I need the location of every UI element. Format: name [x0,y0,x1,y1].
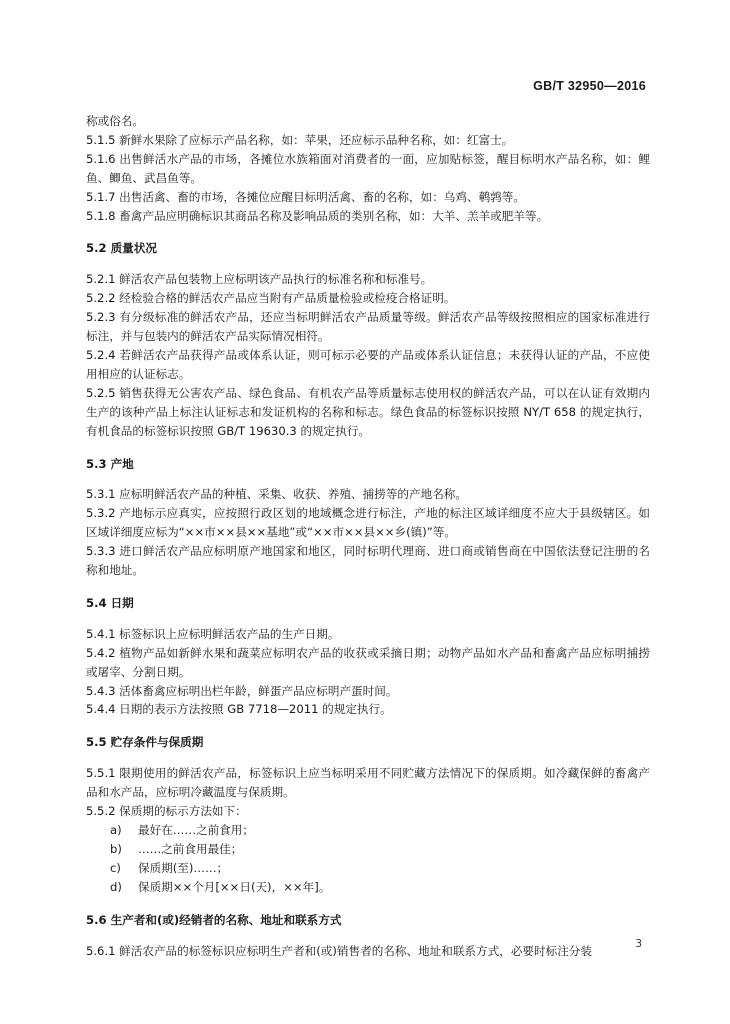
clause-5-1-8: 5.1.8 畜禽产品应明确标识其商品名称及影响品质的类别名称，如：大羊、羔羊或肥羊等。 [86,208,549,223]
list-item [86,878,650,897]
list-text: 保质期(至)……； [138,860,229,875]
list-marker: d) [110,879,122,894]
clause-5-3-1: 5.3.1 应标明鲜活农产品的种植、采集、收获、养殖、捕捞等的产地名称。 [86,487,467,502]
list-text: ……之前食用最佳； [138,841,243,856]
clause-5-2-5: 5.2.5 销售获得无公害农产品、绿色食品、有机农产品等质量标志使用权的鲜活农产品，可以在认证有效期内生产的该种产品上标注认证标志和发证机构的名称和标志。绿色食品的标签标识按照 NY/T 658 的规定执行，有机食品的标签标识按照 GB/T 19630.3 的规定执行。 [86,385,650,438]
section-heading-5-4: 5.4 日期 [86,595,134,610]
clause-5-2-2: 5.2.2 经检验合格的鲜活农产品应当附有产品质量检验或检疫合格证明。 [86,291,456,306]
list-item [86,821,650,840]
clause-5-4-1: 5.4.1 标签标识上应标明鲜活农产品的生产日期。 [86,626,340,641]
clause-5-2-1: 5.2.1 鲜活农产品包装物上应标明该产品执行的标准名称和标准号。 [86,272,433,287]
clause-5-1-7: 5.1.7 出售活禽、畜的市场，各摊位应醒目标明活禽、畜的名称，如：乌鸡、鹌鹑等。 [86,189,525,204]
clause-5-6-1: 5.6.1 鲜活农产品的标签标识应标明生产者和(或)销售者的名称、地址和联系方式，必要时标注分装 [86,943,592,958]
clause-5-5-1: 5.5.1 限期使用的鲜活农产品，标签标识上应当标明采用不同贮藏方法情况下的保质期。如冷藏保鲜的畜禽产品和水产品，应标明冷藏温度与保质期。 [86,766,650,800]
section-heading-5-6: 5.6 生产者和(或)经销者的名称、地址和联系方式 [86,912,342,927]
list-marker: c) [110,860,121,875]
section-heading-5-5: 5.5 贮存条件与保质期 [86,735,204,750]
page-number: 3 [635,938,642,950]
paragraph: 称或俗名。 [86,114,144,128]
clause-5-1-6: 5.1.6 出售鲜活水产品的市场，各摊位水族箱面对消费者的一面，应加贴标签，醒目标明水产品名称，如：鲤鱼、鲫鱼、武昌鱼等。 [86,151,650,185]
clause-5-2-4: 5.2.4 若鲜活农产品获得产品或体系认证，则可标示必要的产品或体系认证信息；未获得认证的产品，不应使用相应的认证标志。 [86,347,650,381]
list-text: 保质期××个月[××日(天)，××年]。 [138,879,331,894]
clause-5-1-5: 5.1.5 新鲜水果除了应标示产品名称，如：苹果，还应标示品种名称，如：红富士。 [86,132,514,147]
clause-5-5-2: 5.5.2 保质期的标示方法如下： [86,804,247,819]
section-heading-5-3: 5.3 产地 [86,456,134,471]
list-marker: b) [110,841,122,856]
clause-5-4-3: 5.4.3 活体畜禽应标明出栏年龄，鲜蛋产品应标明产蛋时间。 [86,683,398,698]
page-body [86,112,650,960]
standard-number: GB/T 32950—2016 [533,79,646,93]
clause-5-4-4: 5.4.4 日期的表示方法按照 GB 7718—2011 的规定执行。 [86,702,392,717]
clause-5-3-3: 5.3.3 进口鲜活农产品应标明原产地国家和地区，同时标明代理商、进口商或销售商在中国依法登记注册的名称和地址。 [86,544,650,578]
list-item [86,840,650,859]
clause-5-2-3: 5.2.3 有分级标准的鲜活农产品，还应当标明鲜活农产品质量等级。鲜活农产品等级按照相应的国家标准进行标注，并与包装内的鲜活农产品实际情况相符。 [86,310,650,344]
clause-5-4-2: 5.4.2 植物产品如新鲜水果和蔬菜应标明农产品的收获或采摘日期；动物产品如水产品和畜禽产品应标明捕捞或屠宰、分割日期。 [86,645,650,679]
list-text: 最好在……之前食用； [138,823,254,837]
list-item [86,859,650,878]
list-marker: a) [110,823,122,837]
section-heading-5-2: 5.2 质量状况 [86,241,157,256]
clause-5-3-2: 5.3.2 产地标示应真实，应按照行政区划的地域概念进行标注，产地的标注区域详细度不应大于县级辖区。如区域详细度应标为“××市××县××基地”或“××市××县××乡(镇)”等。 [86,506,650,540]
